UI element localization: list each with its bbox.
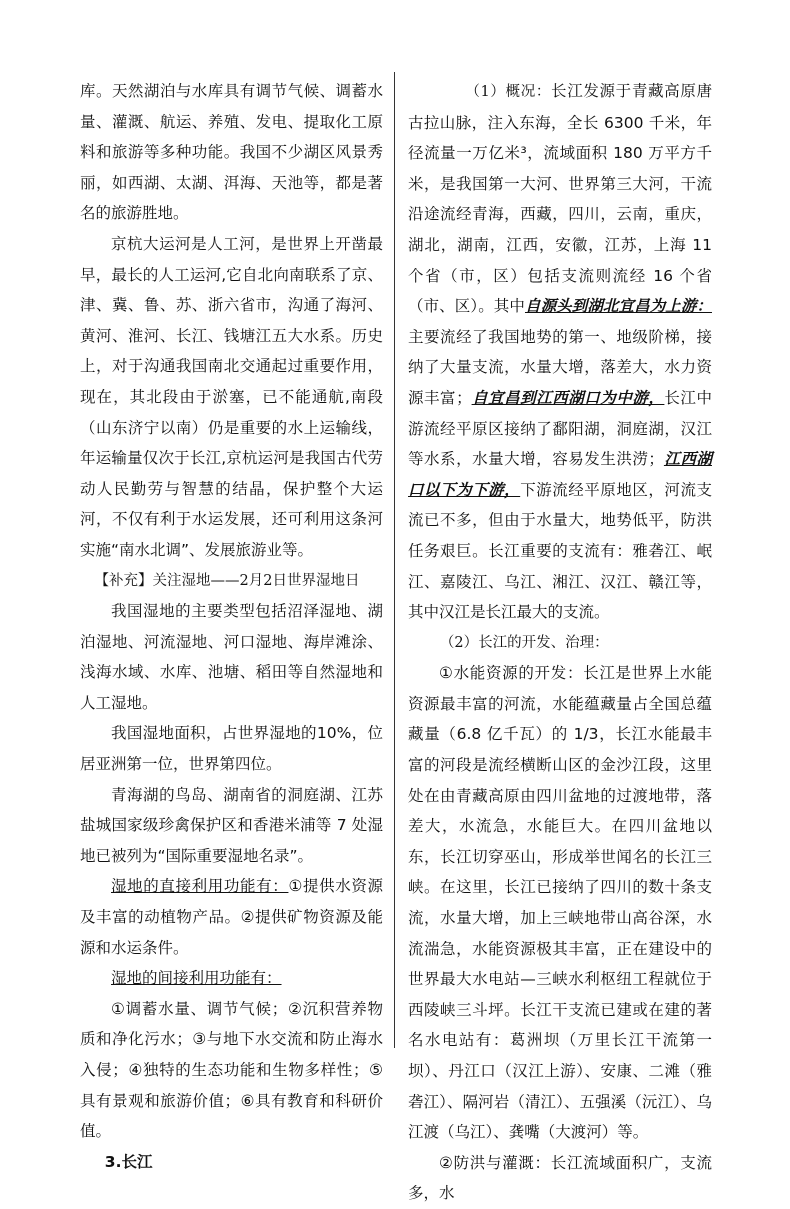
overview-text-b: 主要流经了我国地势的第一、地级阶梯，接纳了大量支流，水量大增，落差大，水力资源丰富； [408,327,712,407]
direct-functions-heading: 湿地的直接利用功能有： [111,877,289,896]
overview-text-d: 下游流经平原地区，河流支流已不多，但由于水量大，地势低平，防洪任务艰巨。长江重要的支流有：雅砻江、岷江、嘉陵江、乌江、湘江、汉江、赣江等，其中汉江是长江最大的支流。 [408,480,712,622]
paragraph-hydropower: ①水能资源的开发：长江是世界上水能资源最丰富的河流，水能蕴藏量占全国总蕴藏量（6.8 亿千瓦）的 1/3，长江水能最丰富的河段是流经横断山区的金沙江段，这里处在由青藏高原由四川盆地的过渡地带，落差大，水流急，水能巨大。在四川盆地以东，长江切穿巫山，形成举世闻名的长江三峡。在这里，长江已接纳了四川的数十条支流，水量大增，加上三峡地带山高谷深，水流湍急，水能资源极其丰富，正在建设中的世界最大水电站—三峡水利枢纽工程就位于西陵峡三斗坪。长江干支流已建或在建的著名水电站有：葛洲坝（万里长江干流第一坝）、丹江口（汉江上游）、安康、二滩（雅砻江）、隔河岩（清江）、五强溪（沅江）、乌江渡（乌江）、龚嘴（大渡河）等。 [408,664,712,1142]
paragraph-overview [408,76,712,628]
direct-functions-text: ①提供水资源及丰富的动植物产品。②提供矿物资源及能源和水运条件。 [80,877,383,957]
section-heading-yangtze: 3.长江 [104,1152,153,1171]
paragraph-grand-canal: 京杭大运河是人工河，是世界上开凿最早，最长的人工运河,它自北向南联系了京、津、冀、鲁、苏、浙六省市，沟通了海河、黄河、淮河、长江、钱塘江五大水系。历史上，对于沟通我国南北交通起过重要作用，现在，其北段由于淤塞，已不能通航,南段（山东济宁以南）仍是重要的水上运输线，年运输量仅次于长江,京杭运河是我国古代劳动人民勤劳与智慧的结晶，保护整个大运河，不仅有利于水运发展，还可利用这条河实施“南水北调”、发展旅游业等。 [80,234,383,559]
paragraph-wetland-types: 我国湿地的主要类型包括沼泽湿地、湖泊湿地、河流湿地、河口湿地、海岸滩涂、浅海水域、水库、池塘、稻田等自然湿地和人工湿地。 [80,602,383,712]
middle-reach-label: 自宜昌到江西湖口为中游， [471,388,665,407]
development-title: （2）长江的开发、治理： [439,634,609,651]
paragraph-indirect-heading [80,963,383,994]
paragraph-flood-control: ②防洪与灌溉：长江流域面积广，支流多，水 [408,1153,712,1203]
right-column [408,76,712,1209]
overview-text-a: 长江发源于青藏高原唐古拉山脉，注入东海，全长 6300 千米，年径流量一万亿米³，流域面积 180 万平方千米，是我国第一大河、世界第三大河，干流沿途流经青海，西藏，四川，云南，重庆，湖北，湖南，江西，安徽，江苏，上海 11 个省（市，区）包括支流则流经 16 个省（市、区）。其中 [408,82,712,316]
paragraph-indirect-functions: ①调蓄水量、调节气候；②沉积营养物质和净化污水；③与地下水交流和防止海水入侵；④独特的生态功能和生物多样性；⑤具有景观和旅游价值；⑥具有教育和科研价值。 [80,999,383,1141]
upper-reach-label: 自源头到湖北宜昌为上游： [524,297,712,316]
supplement-title: 【补充】关注湿地——2月2日世界湿地日 [94,572,360,589]
left-column [80,76,383,1177]
lower-reach-label: 江西湖口以下为下游， [408,450,712,499]
overview-text-c: 长江中游流经平原区接纳了鄱阳湖，洞庭湖，汉江等水系，水量大增，容易发生洪涝； [408,388,712,469]
column-divider [394,72,395,1048]
indirect-functions-heading: 湿地的间接利用功能有： [111,969,282,988]
overview-label: （1）概况： [465,84,552,100]
paragraph-wetland-area: 我国湿地面积，占世界湿地的10%，位居亚洲第一位，世界第四位。 [80,724,383,774]
paragraph-lakes: 库。天然湖泊与水库具有调节气候、调蓄水量、灌溉、航运、养殖、发电、提取化工原料和旅游等多种功能。我国不少湖区风景秀丽，如西湖、太湖、洱海、天池等，都是著名的旅游胜地。 [80,82,383,223]
paragraph-important-wetlands: 青海湖的鸟岛、湖南省的洞庭湖、江苏盐城国家级珍禽保护区和香港米浦等 7 处湿地已被列为“国际重要湿地名录”。 [80,785,383,865]
paragraph-direct-functions [80,871,383,963]
